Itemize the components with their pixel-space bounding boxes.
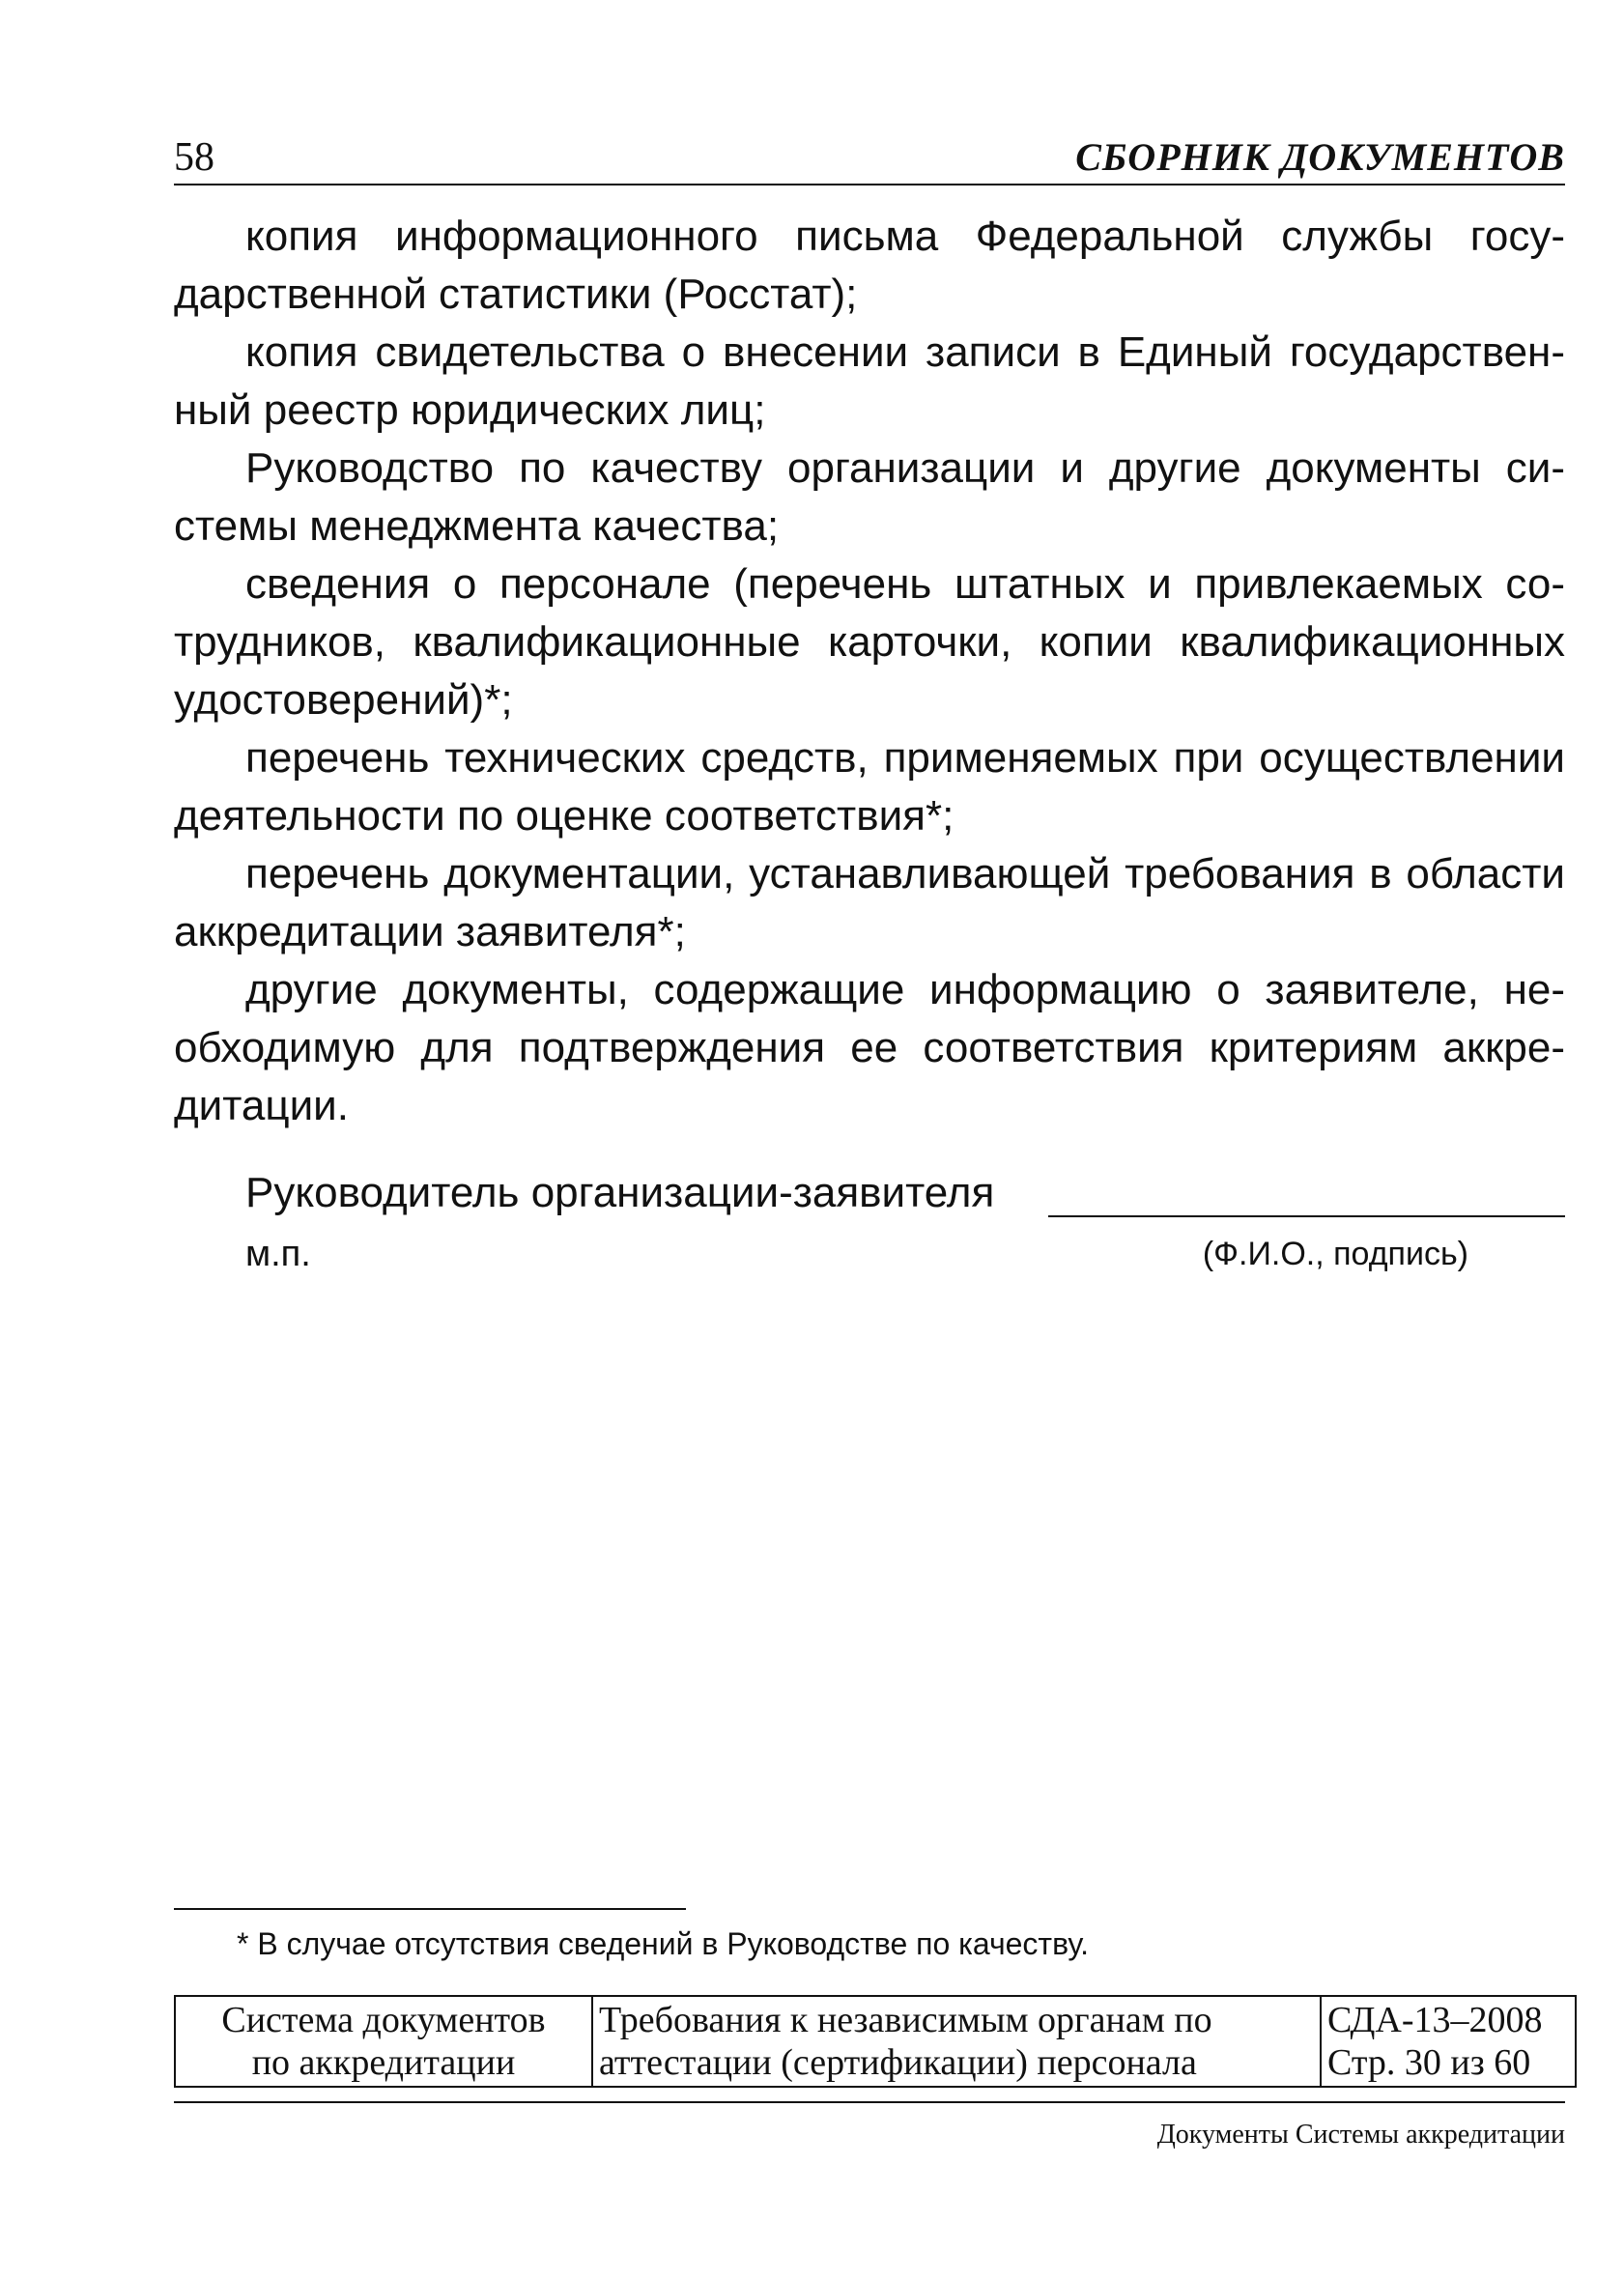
signature-row: [174, 1164, 1565, 1222]
cell-line: Система документов: [221, 2000, 546, 2040]
cell-line: аттестации (сертификации) персонала: [599, 2042, 1197, 2083]
document-info-table: [174, 1995, 1577, 2088]
document-list: [174, 208, 1565, 1135]
stamp-label: м.п.: [245, 1234, 311, 1274]
table-cell-system: [175, 1996, 592, 2087]
table-cell-code: [1321, 1996, 1576, 2087]
cell-line: по аккредитации: [251, 2042, 516, 2083]
signature-label: Руководитель организации-заявителя: [245, 1169, 995, 1216]
cell-line: Стр. 30 из 60: [1327, 2042, 1531, 2083]
list-item: Руководство по качеству организации и другие документы системы менеджмента качества;: [174, 444, 1565, 550]
list-item: сведения о персонале (перечень штатных и привлекаемых сотрудников, квалификационные карточки, копии квалификационных удостоверений)*;: [174, 560, 1565, 724]
list-item: копия свидетельства о внесении записи в Единый государственный реестр юридических лиц;: [174, 328, 1565, 434]
table-cell-title: [592, 1996, 1321, 2087]
signature-line: [1048, 1215, 1565, 1217]
name-signature-note: (Ф.И.О., подпись): [1202, 1236, 1468, 1272]
running-title: СБОРНИК ДОКУМЕНТОВ: [1075, 135, 1565, 179]
list-item: перечень технических средств, применяемых при осуществлении деятельности по оценке соответствия*;: [174, 734, 1565, 840]
cell-line: СДА-13–2008: [1327, 2000, 1543, 2040]
list-item: другие документы, содержащие информацию о заявителе, необходимую для подтверждения ее соответствия критериям аккредитации.: [174, 966, 1565, 1129]
footnote: * В случае отсутствия сведений в Руководстве по качеству.: [237, 1926, 1090, 1961]
list-item: перечень документации, устанавливающей требования в области аккредитации заявителя*;: [174, 850, 1565, 955]
list-item: копия информационного письма Федеральной службы государственной статистики (Росстат);: [174, 213, 1565, 318]
bottom-divider: [174, 2101, 1565, 2103]
signature-sub-row: [174, 1230, 1565, 1284]
footer-caption: Документы Системы аккредитации: [1156, 2120, 1565, 2150]
cell-line: Требования к независимым органам по: [599, 2000, 1212, 2040]
page-header: [174, 133, 1565, 185]
page-number: 58: [174, 135, 214, 180]
signature-block: [174, 1164, 1565, 1284]
footnote-divider: [174, 1908, 686, 1910]
table-row: [175, 1996, 1576, 2087]
